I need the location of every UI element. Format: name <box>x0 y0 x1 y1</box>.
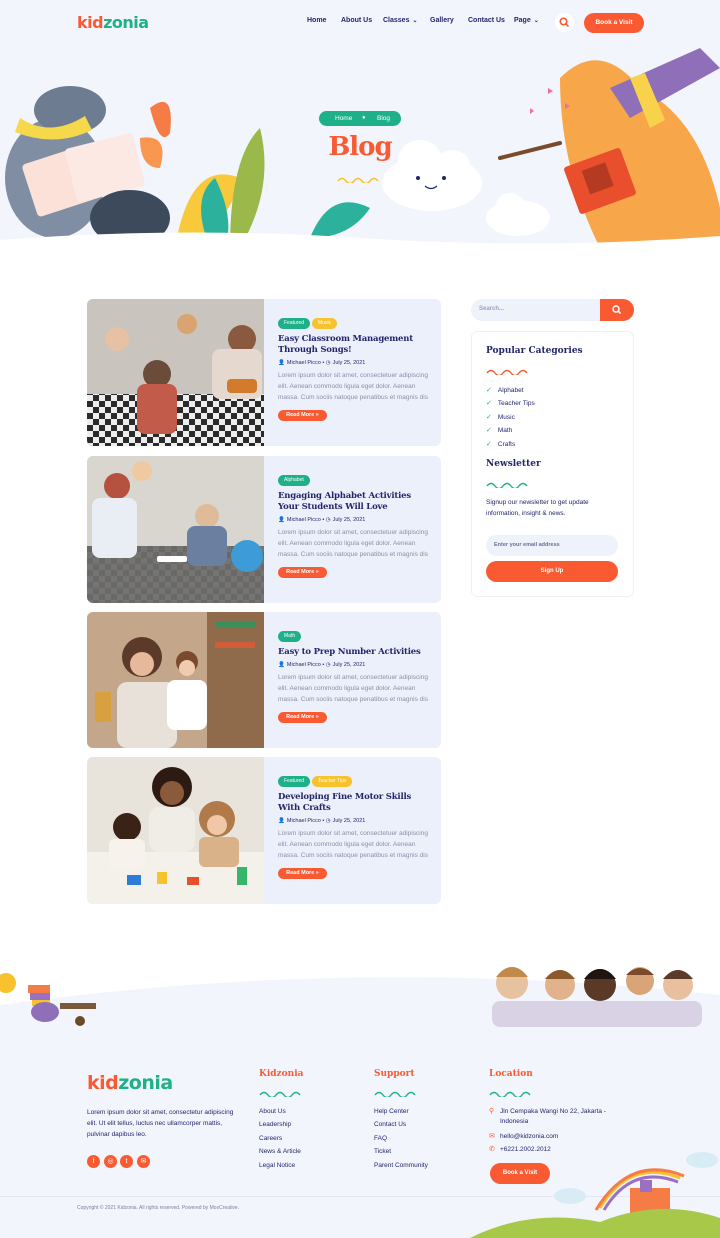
search-icon <box>600 299 634 321</box>
post-tag[interactable]: Math <box>278 631 301 642</box>
clock-icon: ◷ <box>325 818 331 824</box>
footer-link[interactable]: News & Article <box>259 1148 301 1155</box>
location-pin-icon: ⚲ <box>489 1108 495 1115</box>
footer-landscape-illustration <box>470 1148 720 1238</box>
nav-about[interactable]: About Us <box>341 17 373 24</box>
post-meta: 👤 Michael Picco • ◷ July 25, 2021 <box>278 517 366 523</box>
category-item[interactable]: ✓ Math <box>486 427 513 434</box>
search-icon <box>555 13 574 32</box>
site-logo[interactable]: kidzonia <box>77 13 149 32</box>
footer-link[interactable]: Parent Community <box>374 1162 428 1169</box>
nav-contact[interactable]: Contact Us <box>468 17 505 24</box>
post-tag[interactable]: Featured <box>278 776 310 787</box>
blog-post-card <box>87 456 441 603</box>
sidebar-search <box>471 299 634 321</box>
nav-gallery[interactable]: Gallery <box>430 17 454 24</box>
footer-col1-heading: Kidzonia <box>259 1069 304 1079</box>
user-icon: 👤 <box>278 662 285 668</box>
check-icon: ✓ <box>486 400 492 407</box>
nav-page[interactable]: Page ⌄ <box>514 17 539 24</box>
category-item[interactable]: ✓ Crafts <box>486 441 516 448</box>
post-image[interactable] <box>87 612 264 748</box>
post-tag[interactable]: Alphabet <box>278 475 310 486</box>
post-image[interactable] <box>87 456 264 603</box>
newsletter-heading: Newsletter <box>486 459 541 469</box>
user-icon: 👤 <box>278 517 285 523</box>
blog-post-card <box>87 299 441 446</box>
breadcrumb <box>319 111 401 126</box>
header-search-button[interactable] <box>555 13 574 32</box>
newsletter-text: Signup our newsletter to get update information, insight & news. <box>486 499 589 517</box>
post-title[interactable]: Engaging Alphabet Activities Your Students Will Love <box>278 491 411 512</box>
footer-description: Lorem ipsum dolor sit amet, consectetur adipiscing elit. Ut elit tellus, luctus nec ullamcorper mattis, pulvinar dapibus leo. <box>87 1109 234 1138</box>
user-icon: 👤 <box>278 818 285 824</box>
post-image[interactable] <box>87 299 264 446</box>
footer-book-visit-button[interactable]: Book a Visit <box>490 1163 550 1184</box>
blog-post-card <box>87 757 441 904</box>
instagram-icon[interactable]: ◎ <box>104 1155 117 1168</box>
footer-phone[interactable]: +6221.2002.2012 <box>500 1146 551 1153</box>
mail-icon: ✉ <box>489 1133 495 1140</box>
post-excerpt: Lorem ipsum dolor sit amet, consectetuer adipiscing elit. Aenean commodo ligula eget dolor. Aenean massa. Cum sociis natoque penatibus et magnis dis <box>278 529 428 558</box>
heading-wave-decoration <box>259 1089 305 1097</box>
post-excerpt: Lorem ipsum dolor sit amet, consectetuer adipiscing elit. Aenean commodo ligula eget dolor. Aenean massa. Cum sociis natoque penatibus et magnis dis <box>278 674 428 703</box>
footer-top-illustration <box>0 955 720 1060</box>
search-input[interactable]: Search... <box>479 306 505 312</box>
nav-classes[interactable]: Classes ⌄ <box>383 17 418 24</box>
check-icon: ✓ <box>486 387 492 394</box>
post-tag[interactable]: Music <box>312 318 337 329</box>
check-icon: ✓ <box>486 414 492 421</box>
twitter-icon[interactable]: t <box>120 1155 133 1168</box>
heading-wave-decoration <box>374 1089 420 1097</box>
post-excerpt: Lorem ipsum dolor sit amet, consectetuer adipiscing elit. Aenean commodo ligula eget dolor. Aenean massa. Cum sociis natoque penatibus et magnis dis <box>278 372 428 401</box>
category-item[interactable]: ✓ Music <box>486 414 515 421</box>
read-more-button[interactable]: Read More » <box>278 868 327 879</box>
footer-col2-heading: Support <box>374 1069 415 1079</box>
post-meta: 👤 Michael Picco • ◷ July 25, 2021 <box>278 818 366 824</box>
footer-address: Jln Cempaka Wangi No 22, Jakarta - Indonesia <box>500 1108 606 1125</box>
email-field[interactable]: Enter your email address <box>486 535 618 556</box>
post-tag[interactable]: Featured <box>278 318 310 329</box>
breadcrumb-separator-icon: ● <box>362 115 366 121</box>
post-meta: 👤 Michael Picco • ◷ July 25, 2021 <box>278 360 366 366</box>
footer-link[interactable]: Help Center <box>374 1108 409 1115</box>
book-visit-button[interactable]: Book a Visit <box>584 13 644 33</box>
post-tag[interactable]: Teacher Tips <box>312 776 352 787</box>
footer-link[interactable]: Ticket <box>374 1148 392 1155</box>
nav-home[interactable]: Home <box>307 17 327 24</box>
blog-post-card <box>87 612 441 748</box>
read-more-button[interactable]: Read More » <box>278 712 327 723</box>
category-item[interactable]: ✓ Teacher Tips <box>486 400 535 407</box>
site-header <box>0 0 720 48</box>
post-title[interactable]: Developing Fine Motor Skills With Crafts <box>278 792 412 813</box>
footer-link[interactable]: Leadership <box>259 1121 292 1128</box>
breadcrumb-home[interactable]: Home <box>335 115 353 122</box>
check-icon: ✓ <box>486 427 492 434</box>
categories-heading: Popular Categories <box>486 346 583 356</box>
heading-wave-decoration <box>486 367 532 375</box>
page-title: Blog <box>328 132 392 162</box>
chevron-down-icon: ⌄ <box>412 18 418 24</box>
breadcrumb-current: Blog <box>377 115 391 122</box>
footer-link[interactable]: Legal Notice <box>259 1162 296 1169</box>
post-image[interactable] <box>87 757 264 904</box>
title-wave-decoration <box>337 175 383 183</box>
footer-email[interactable]: hello@kidzonia.com <box>500 1133 559 1140</box>
post-meta: 👤 Michael Picco • ◷ July 25, 2021 <box>278 662 366 668</box>
chevron-down-icon: ⌄ <box>533 18 539 24</box>
footer-link[interactable]: FAQ <box>374 1135 388 1142</box>
post-excerpt: Lorem ipsum dolor sit amet, consectetuer adipiscing elit. Aenean commodo ligula eget dolor. Aenean massa. Cum sociis natoque penatibus et magnis dis <box>278 830 428 859</box>
footer-logo[interactable]: kidzonia <box>87 1072 173 1094</box>
sidebar-search-button[interactable] <box>600 299 634 321</box>
clock-icon: ◷ <box>325 360 331 366</box>
user-icon: 👤 <box>278 360 285 366</box>
signup-button[interactable]: Sign Up <box>486 561 618 582</box>
footer-link[interactable]: About Us <box>259 1108 286 1115</box>
clock-icon: ◷ <box>325 517 331 523</box>
heading-wave-decoration <box>486 480 532 488</box>
heading-wave-decoration <box>489 1089 535 1097</box>
phone-icon: ✆ <box>489 1146 495 1153</box>
read-more-button[interactable]: Read More » <box>278 567 327 578</box>
copyright-text: Copyright © 2021 Kidzonia. All rights reserved. Powered by MoxCreative. <box>77 1205 240 1211</box>
check-icon: ✓ <box>486 441 492 448</box>
footer-col3-heading: Location <box>489 1069 533 1079</box>
read-more-button[interactable]: Read More » <box>278 410 327 421</box>
facebook-icon[interactable]: f <box>87 1155 100 1168</box>
footer-link[interactable]: Contact Us <box>374 1121 407 1128</box>
post-title[interactable]: Easy to Prep Number Activities <box>278 647 421 657</box>
post-title[interactable]: Easy Classroom Management Through Songs! <box>278 334 413 355</box>
category-item[interactable]: ✓ Alphabet <box>486 387 524 394</box>
clock-icon: ◷ <box>325 662 331 668</box>
footer-link[interactable]: Careers <box>259 1135 283 1142</box>
email-icon[interactable]: ✉ <box>137 1155 150 1168</box>
